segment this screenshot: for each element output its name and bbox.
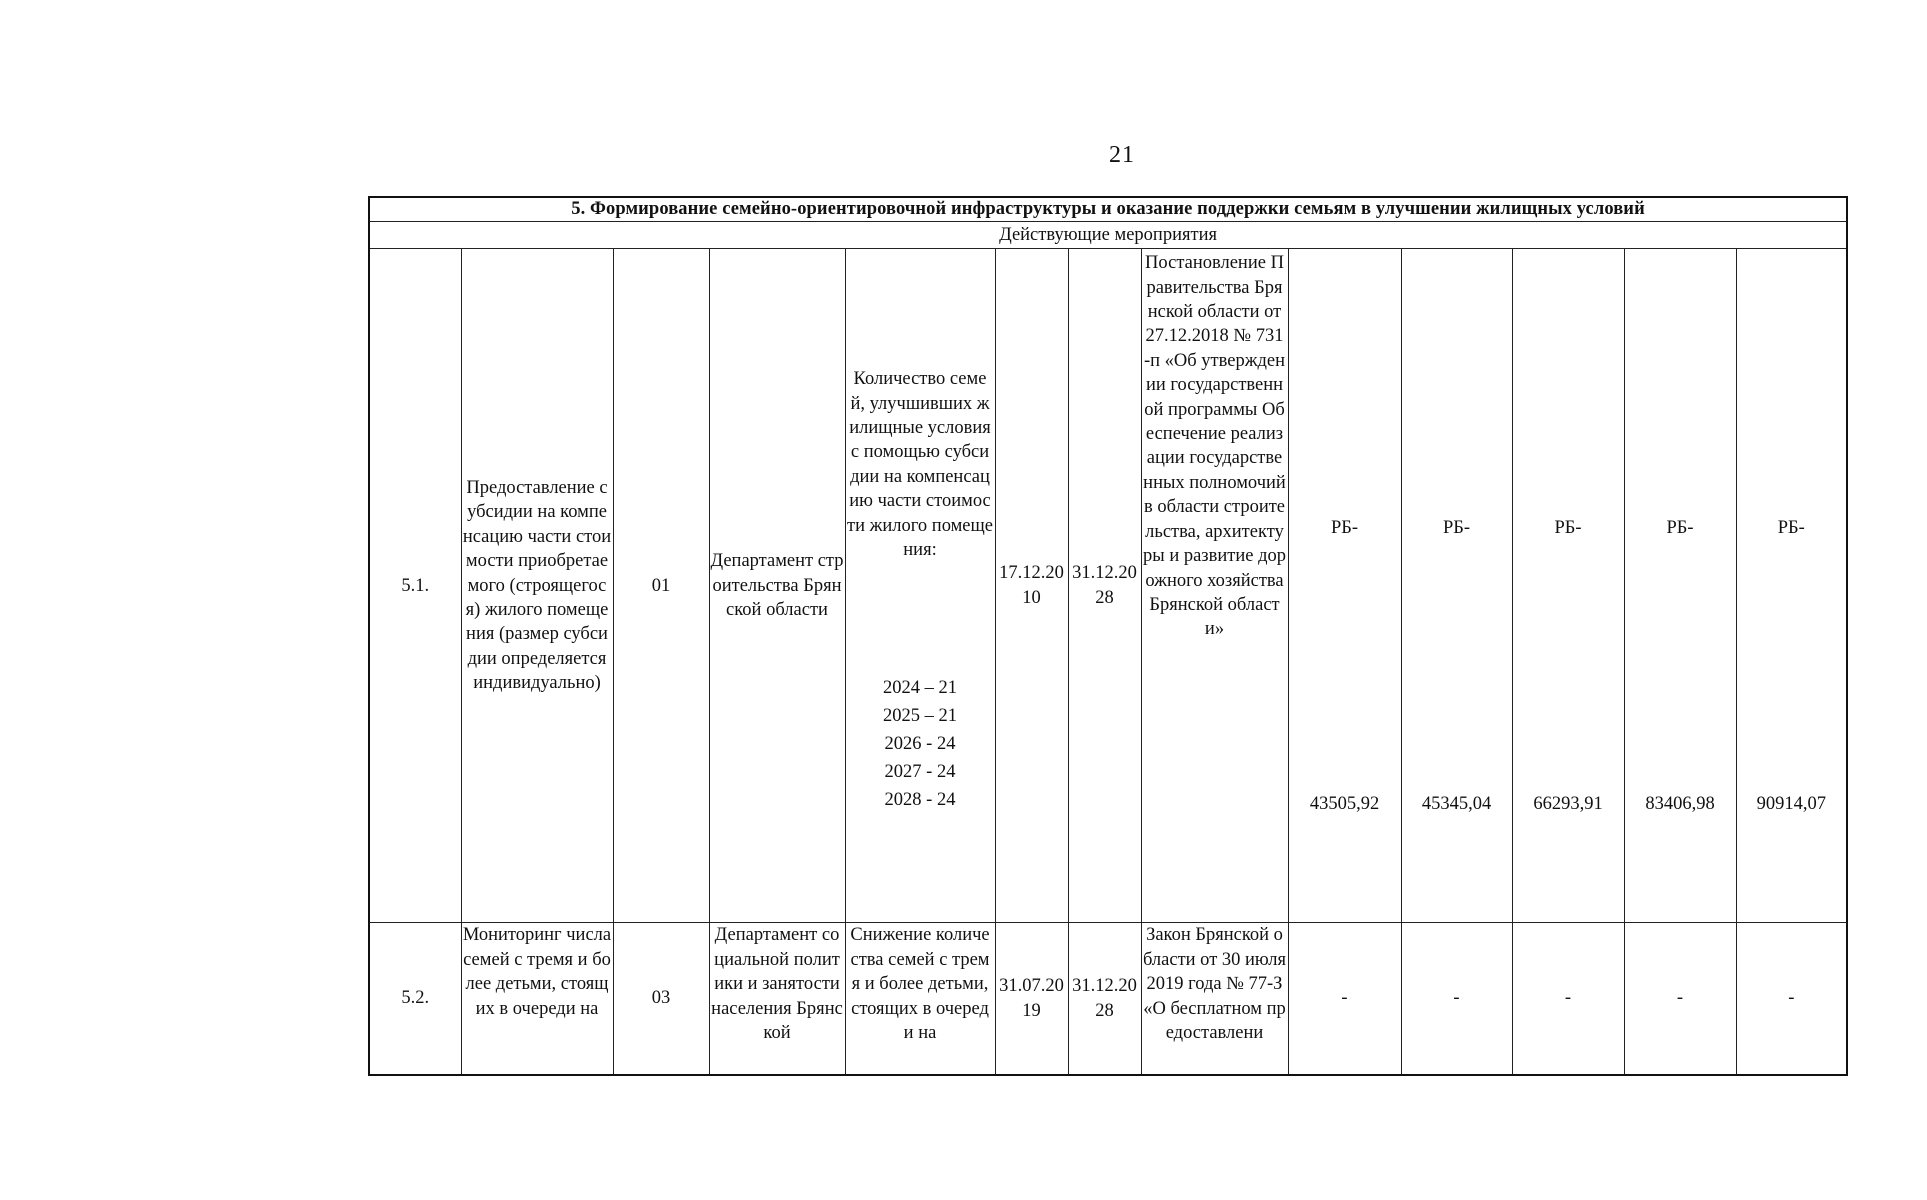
measure-code: 01 — [613, 249, 709, 923]
legal-basis: Закон Брянской области от 30 июля 2019 года № 77-З «О бесплатном предоставлени — [1141, 923, 1288, 1075]
indicator: Снижение количества семей с тремя и более детьми, стоящих в очереди на — [845, 923, 995, 1075]
indicator-years — [847, 674, 994, 814]
funding-source: РБ- — [1777, 517, 1805, 538]
funding-amount: 45345,04 — [1421, 793, 1492, 814]
indicator-year: 2027 - 24 — [884, 762, 956, 783]
program-measures-table — [368, 196, 1848, 1076]
funding-cell — [1288, 249, 1401, 923]
funding-amount: 90914,07 — [1756, 793, 1826, 814]
indicator-year: 2024 – 21 — [883, 678, 957, 699]
funding-amount: 43505,92 — [1309, 793, 1380, 814]
funding-amount: 83406,98 — [1645, 793, 1715, 814]
legal-basis: Постановление Правительства Брянской области от 27.12.2018 № 731-п «Об утверждении государственной программы Обеспечение реализации государственных полномочий в области строительства, архитектуры и развитие дорожного хозяйства Брянской области» — [1141, 249, 1288, 923]
row-number: 5.1. — [369, 249, 461, 923]
funding-source: РБ- — [1554, 517, 1582, 538]
section-title: 5. Формирование семейно-ориентировочной инфраструктуры и оказание поддержки семьям в улучшении жилищных условий — [369, 197, 1847, 222]
measure-name: Мониторинг числа семей с тремя и более детьми, стоящих в очереди на — [461, 923, 613, 1075]
row-number: 5.2. — [369, 923, 461, 1075]
indicator — [845, 249, 995, 923]
funding-cell: - — [1624, 923, 1736, 1075]
section-header-row — [369, 197, 1847, 222]
funding-cell — [1401, 249, 1512, 923]
funding-source: РБ- — [1442, 517, 1471, 538]
funding-source: РБ- — [1666, 517, 1694, 538]
executor: Департамент строительства Брянской области — [709, 249, 845, 923]
funding-cell: - — [1736, 923, 1847, 1075]
indicator-year: 2026 - 24 — [884, 734, 956, 755]
table-row — [369, 923, 1847, 1075]
funding-source: РБ- — [1330, 517, 1359, 538]
end-date: 31.12.2028 — [1068, 923, 1141, 1075]
table-row — [369, 249, 1847, 923]
subsection-title: Действующие мероприятия — [369, 222, 1847, 249]
subsection-header-row — [369, 222, 1847, 249]
funding-cell: - — [1288, 923, 1401, 1075]
measure-code: 03 — [613, 923, 709, 1075]
funding-cell — [1624, 249, 1736, 923]
funding-amount: 66293,91 — [1533, 793, 1603, 814]
indicator-year: 2028 - 24 — [884, 790, 956, 811]
executor: Департамент социальной политики и занятости населения Брянской — [709, 923, 845, 1075]
page-number: 21 — [1109, 142, 1135, 168]
indicator-text: Количество семей, улучшивших жилищные условия с помощью субсидии на компенсацию части стоимости жилого помещения: — [847, 369, 993, 561]
funding-cell: - — [1401, 923, 1512, 1075]
funding-cell — [1736, 249, 1847, 923]
indicator-year: 2025 – 21 — [883, 706, 957, 727]
end-date: 31.12.2028 — [1068, 249, 1141, 923]
start-date: 31.07.2019 — [995, 923, 1068, 1075]
funding-cell — [1512, 249, 1624, 923]
start-date: 17.12.2010 — [995, 249, 1068, 923]
funding-cell: - — [1512, 923, 1624, 1075]
measure-name: Предоставление субсидии на компенсацию части стоимости приобретаемого (строящегося) жилого помещения (размер субсидии определяется индивидуально) — [461, 249, 613, 923]
